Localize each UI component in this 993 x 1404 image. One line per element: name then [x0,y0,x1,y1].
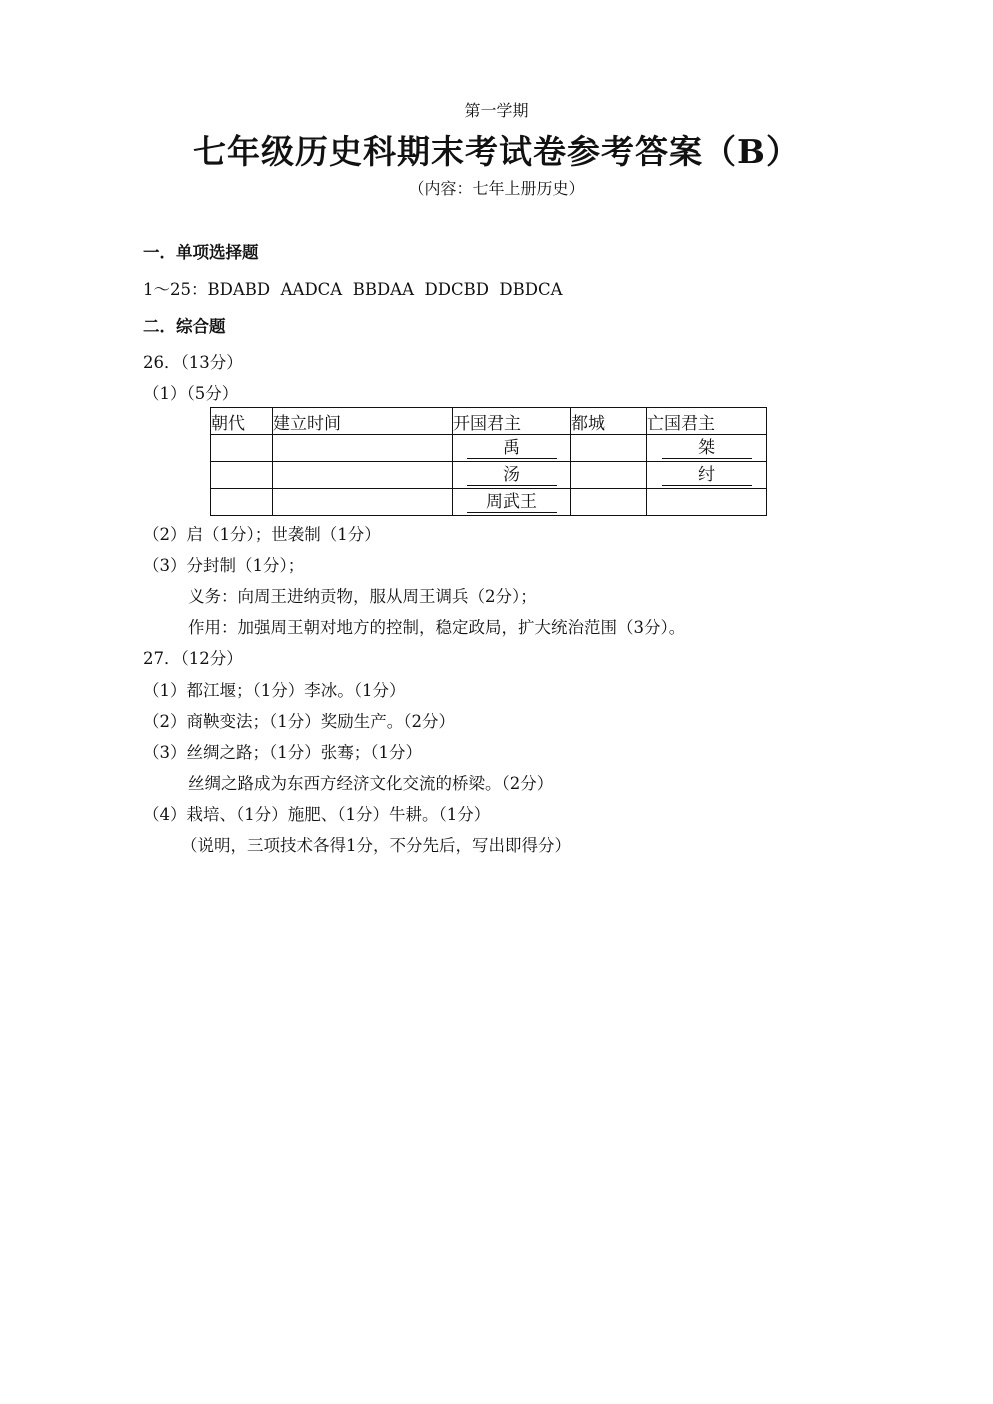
answer-blank: 周武王 [467,492,557,513]
choice-answers: 1～25：BDABD AADCA BBDAA DDCBD DBDCA [143,280,563,299]
table-cell [273,462,453,489]
q27-label: 27．（12分） [143,649,243,668]
section1-heading: 一．单项选择题 [143,243,259,262]
q26-part2: （2）启（1分）；世袭制（1分） [143,525,381,544]
table-cell [571,435,647,462]
table-row [211,435,767,462]
table-cell [211,489,273,516]
answer-blank: 禹 [467,438,557,459]
table-header-cell: 开国君主 [453,408,571,435]
table-header-cell: 建立时间 [273,408,453,435]
q27-part3: （3）丝绸之路；（1分）张骞；（1分） [143,743,422,762]
q27-part2: （2）商鞅变法；（1分）奖励生产。（2分） [143,712,455,731]
table-header-cell: 亡国君主 [647,408,767,435]
answer-blank: 桀 [662,438,752,459]
q27-part3-note: 丝绸之路成为东西方经济文化交流的桥梁。（2分） [188,774,554,793]
table-cell [647,462,767,489]
table-cell [571,462,647,489]
table-cell [273,435,453,462]
table-header-row [211,408,767,435]
q27-part1: （1）都江堰；（1分）李冰。（1分） [143,681,406,700]
page-subtitle: （内容：七年上册历史） [408,179,585,198]
answer-blank: 汤 [467,465,557,486]
section2-heading: 二．综合题 [143,317,226,336]
q26-label: 26．（13分） [143,353,243,372]
table-cell [211,462,273,489]
q27-remark: （说明，三项技术各得1分，不分先后，写出即得分） [181,836,571,855]
q27-part4: （4）栽培、（1分）施肥、（1分）牛耕。（1分） [143,805,491,824]
term-label: 第一学期 [464,101,529,120]
table-cell [647,435,767,462]
table-cell [453,489,571,516]
table-cell [647,489,767,516]
table-header-cell: 朝代 [211,408,273,435]
table-cell [211,435,273,462]
answer-blank: 纣 [662,465,752,486]
q26-part3-duty: 义务：向周王进纳贡物，服从周王调兵（2分）； [188,587,537,606]
table-cell [571,489,647,516]
table-cell [453,435,571,462]
q26-part3-effect: 作用：加强周王朝对地方的控制，稳定政局，扩大统治范围（3分）。 [188,618,686,637]
q26-part3: （3）分封制（1分）； [143,556,305,575]
table-cell [453,462,571,489]
table-header-cell: 都城 [571,408,647,435]
table-cell [273,489,453,516]
table-row [211,489,767,516]
page-title: 七年级历史科期末考试卷参考答案（B） [193,132,800,171]
table-row [211,462,767,489]
q26-part1: （1）（5分） [143,384,239,403]
dynasty-table [210,407,767,516]
